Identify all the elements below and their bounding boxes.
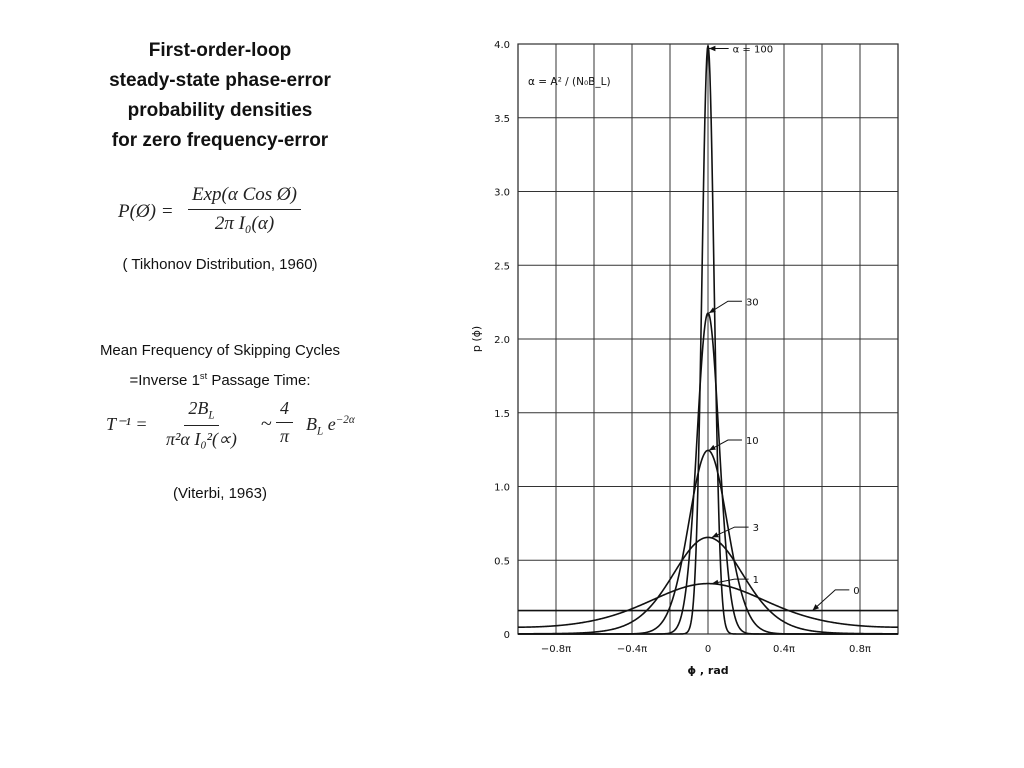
mean-frequency-label: Mean Frequency of Skipping Cycles [99,342,341,359]
title-line: First-order-loop [148,40,292,61]
y-tick-label: 0.5 [494,556,510,568]
tikhonov-formula [118,184,318,240]
y-tick-label: 3.0 [494,187,510,199]
y-axis-label: p (ϕ) [470,325,483,353]
series-label: 3 [752,523,759,535]
x-tick-label: 0.4π [773,644,795,655]
passage-time-sup: st [199,371,208,381]
y-tick-label: 1.0 [494,482,510,494]
citation-tikhonov: ( Tikhonov Distribution, 1960) [122,256,318,273]
x-tick-label: −0.8π [540,644,572,655]
series-label: 1 [752,575,759,587]
y-tick-label: 3.5 [494,113,510,125]
x-axis-label: ϕ , rad [687,664,729,677]
x-tick-label: 0 [704,644,712,655]
formula2-tail-exp-sup: −2α [335,414,355,426]
y-tick-label: 1.5 [494,408,510,420]
formula1-denominator: 2π I₀(α) [214,213,275,234]
alpha-definition-annotation: α = A² / (N₀B_L) [528,75,611,88]
formula2-tail [306,414,355,438]
formula2-tail-exp: e [327,414,336,434]
formula2-num-main: 2B [188,398,209,418]
citation-viterbi: (Viterbi, 1963) [173,485,267,502]
formula2-num-sub: L [208,409,215,422]
y-tick-label: 0 [503,630,510,641]
viterbi-formula [106,396,376,456]
y-tick-label: 4.0 [494,40,510,51]
title-line: for zero frequency-error [111,130,329,151]
series-label: α = 100 [732,44,774,56]
formula2-approx: ~ [261,413,272,435]
formula2-tail-sub: L [317,425,324,438]
x-tick-label: 0.8π [849,644,871,655]
series-label: 30 [745,297,759,309]
formula1-lhs: P(Ø) = [118,201,174,222]
phase-error-density-chart [460,20,920,700]
passage-time-suffix: Passage Time: [207,372,311,389]
series-label: 10 [745,436,759,448]
formula2-tail-main: B [306,414,317,434]
slide-title [60,36,380,156]
formula2-approx-den: π [279,426,290,446]
formula1-numerator: Exp(α Cos Ø) [188,184,301,210]
title-line: steady-state phase-error [109,70,331,91]
formula2-fraction [166,398,237,450]
title-line: probability densities [127,100,313,121]
formula2-denominator: π²α I₀²(∝) [166,428,237,449]
formula2-numerator [184,398,218,426]
series-label: 0 [853,585,860,597]
y-tick-label: 2.5 [494,261,510,273]
passage-time-label [60,371,380,389]
formula2-approx-num: 4 [276,398,293,423]
passage-time-prefix: =Inverse 1 [129,372,200,389]
formula2-lhs: T⁻¹ = [106,414,148,434]
formula2-approx-fraction [276,398,293,447]
y-tick-label: 2.0 [494,335,510,346]
x-tick-label: −0.4π [616,644,648,655]
leader-arrowhead [709,46,715,51]
formula1-fraction [188,184,301,235]
